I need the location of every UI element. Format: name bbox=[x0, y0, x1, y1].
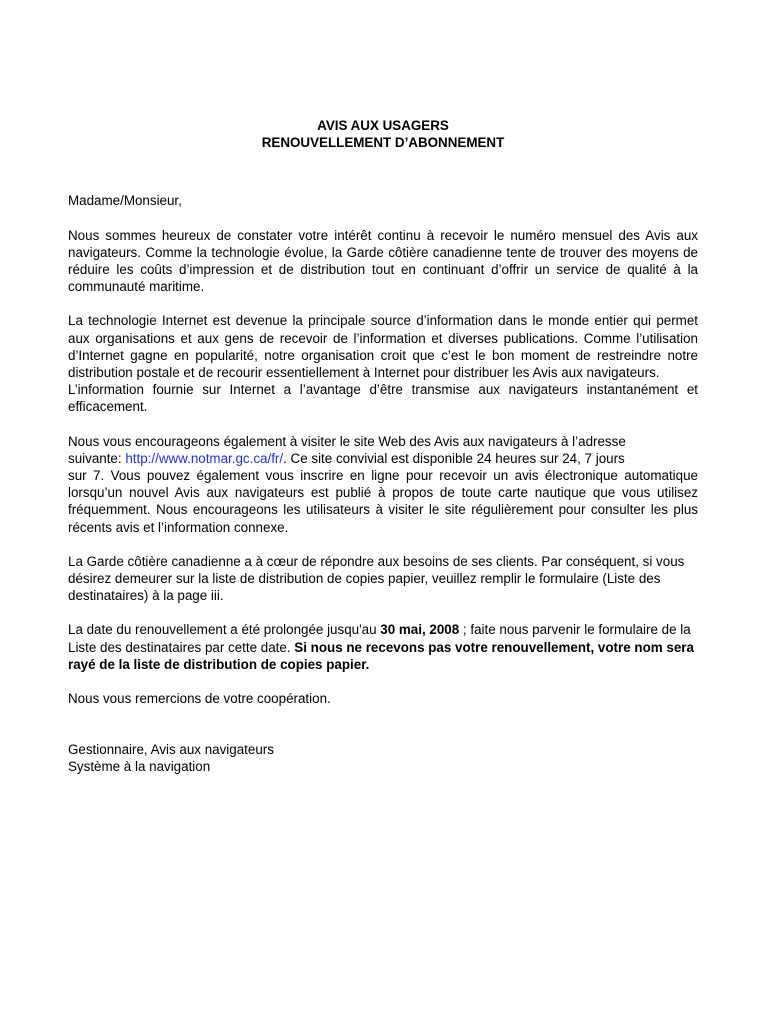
website-prefix: suivante: bbox=[68, 450, 126, 466]
signature-line-1: Gestionnaire, Avis aux navigateurs bbox=[68, 742, 274, 758]
paragraph-paper-copies: La Garde côtière canadienne a à cœur de répondre aux besoins de ses clients. Par conséquent, si vous désirez demeurer sur la liste de distribution de copies papier, veuillez remplir le formulaire (Liste des destinataires) à la page iii. bbox=[68, 553, 685, 604]
paragraph-intro: Nous sommes heureux de constater votre intérêt continu à recevoir le numéro mensuel des Avis aux navigateurs. Comme la technologie évolue, la Garde côtière canadienne tente de trouver des moyens de réduire les coûts d’impression et de distribution tout en continuant d’offrir un service de qualité à la communauté maritime. bbox=[68, 227, 698, 295]
paragraph-website bbox=[68, 433, 698, 536]
renewal-text-1: La date du renouvellement a été prolongée jusqu'au bbox=[68, 622, 381, 638]
website-rest: sur 7. Vous pouvez également vous inscrire en ligne pour recevoir un avis électronique automatique lorsqu’un nouvel Avis aux navigateurs est publié à propos de toute carte nautique que vous utilisez fréquemment. Nous encourageons les utilisateurs à visiter le site régulièrement pour consulter les plus récents avis et l’information connexe. bbox=[68, 468, 698, 535]
website-line-1: Nous vous encourageons également à visiter le site Web des Avis aux navigateurs à l’adresse bbox=[68, 433, 626, 449]
paragraph-renewal-date bbox=[68, 621, 698, 673]
paragraph-internet-advantage: L’information fournie sur Internet a l’avantage d’être transmise aux navigateurs instantanément et efficacement. bbox=[68, 382, 698, 415]
renewal-text-2: ; faite nous parvenir le formulaire de la Liste des destinataires par cette date. bbox=[68, 622, 691, 655]
signature-line-2: Système à la navigation bbox=[68, 759, 211, 775]
website-after-link: . Ce site convivial est disponible 24 heures sur 24, 7 jours bbox=[283, 450, 625, 466]
paragraph-internet: La technologie Internet est devenue la principale source d’information dans le monde entier qui permet aux organisations et aux gens de recevoir de l’information et diverses publications. Comme l’utilisation d’Internet gagne en popularité, notre organisation croit que c’est le bon moment de restreindre notre distribution postale et de recourir essentiellement à Internet pour distribuer les Avis aux navigateurs. bbox=[68, 313, 698, 381]
renewal-date: 30 mai, 2008 bbox=[380, 622, 460, 638]
thanks: Nous vous remercions de votre coopération. bbox=[68, 691, 331, 707]
letter-page bbox=[68, 117, 698, 776]
website-link[interactable]: http://www.notmar.gc.ca/fr/ bbox=[125, 450, 284, 466]
title-line-2: RENOUVELLEMENT D’ABONNEMENT bbox=[261, 135, 505, 151]
salutation: Madame/Monsieur, bbox=[68, 193, 182, 209]
title-line-1: AVIS AUX USAGERS bbox=[317, 118, 449, 133]
website-line-2 bbox=[68, 450, 698, 467]
renewal-warning: Si nous ne recevons pas votre renouvellement, votre nom sera rayé de la liste de distribution de copies papier. bbox=[68, 639, 694, 672]
